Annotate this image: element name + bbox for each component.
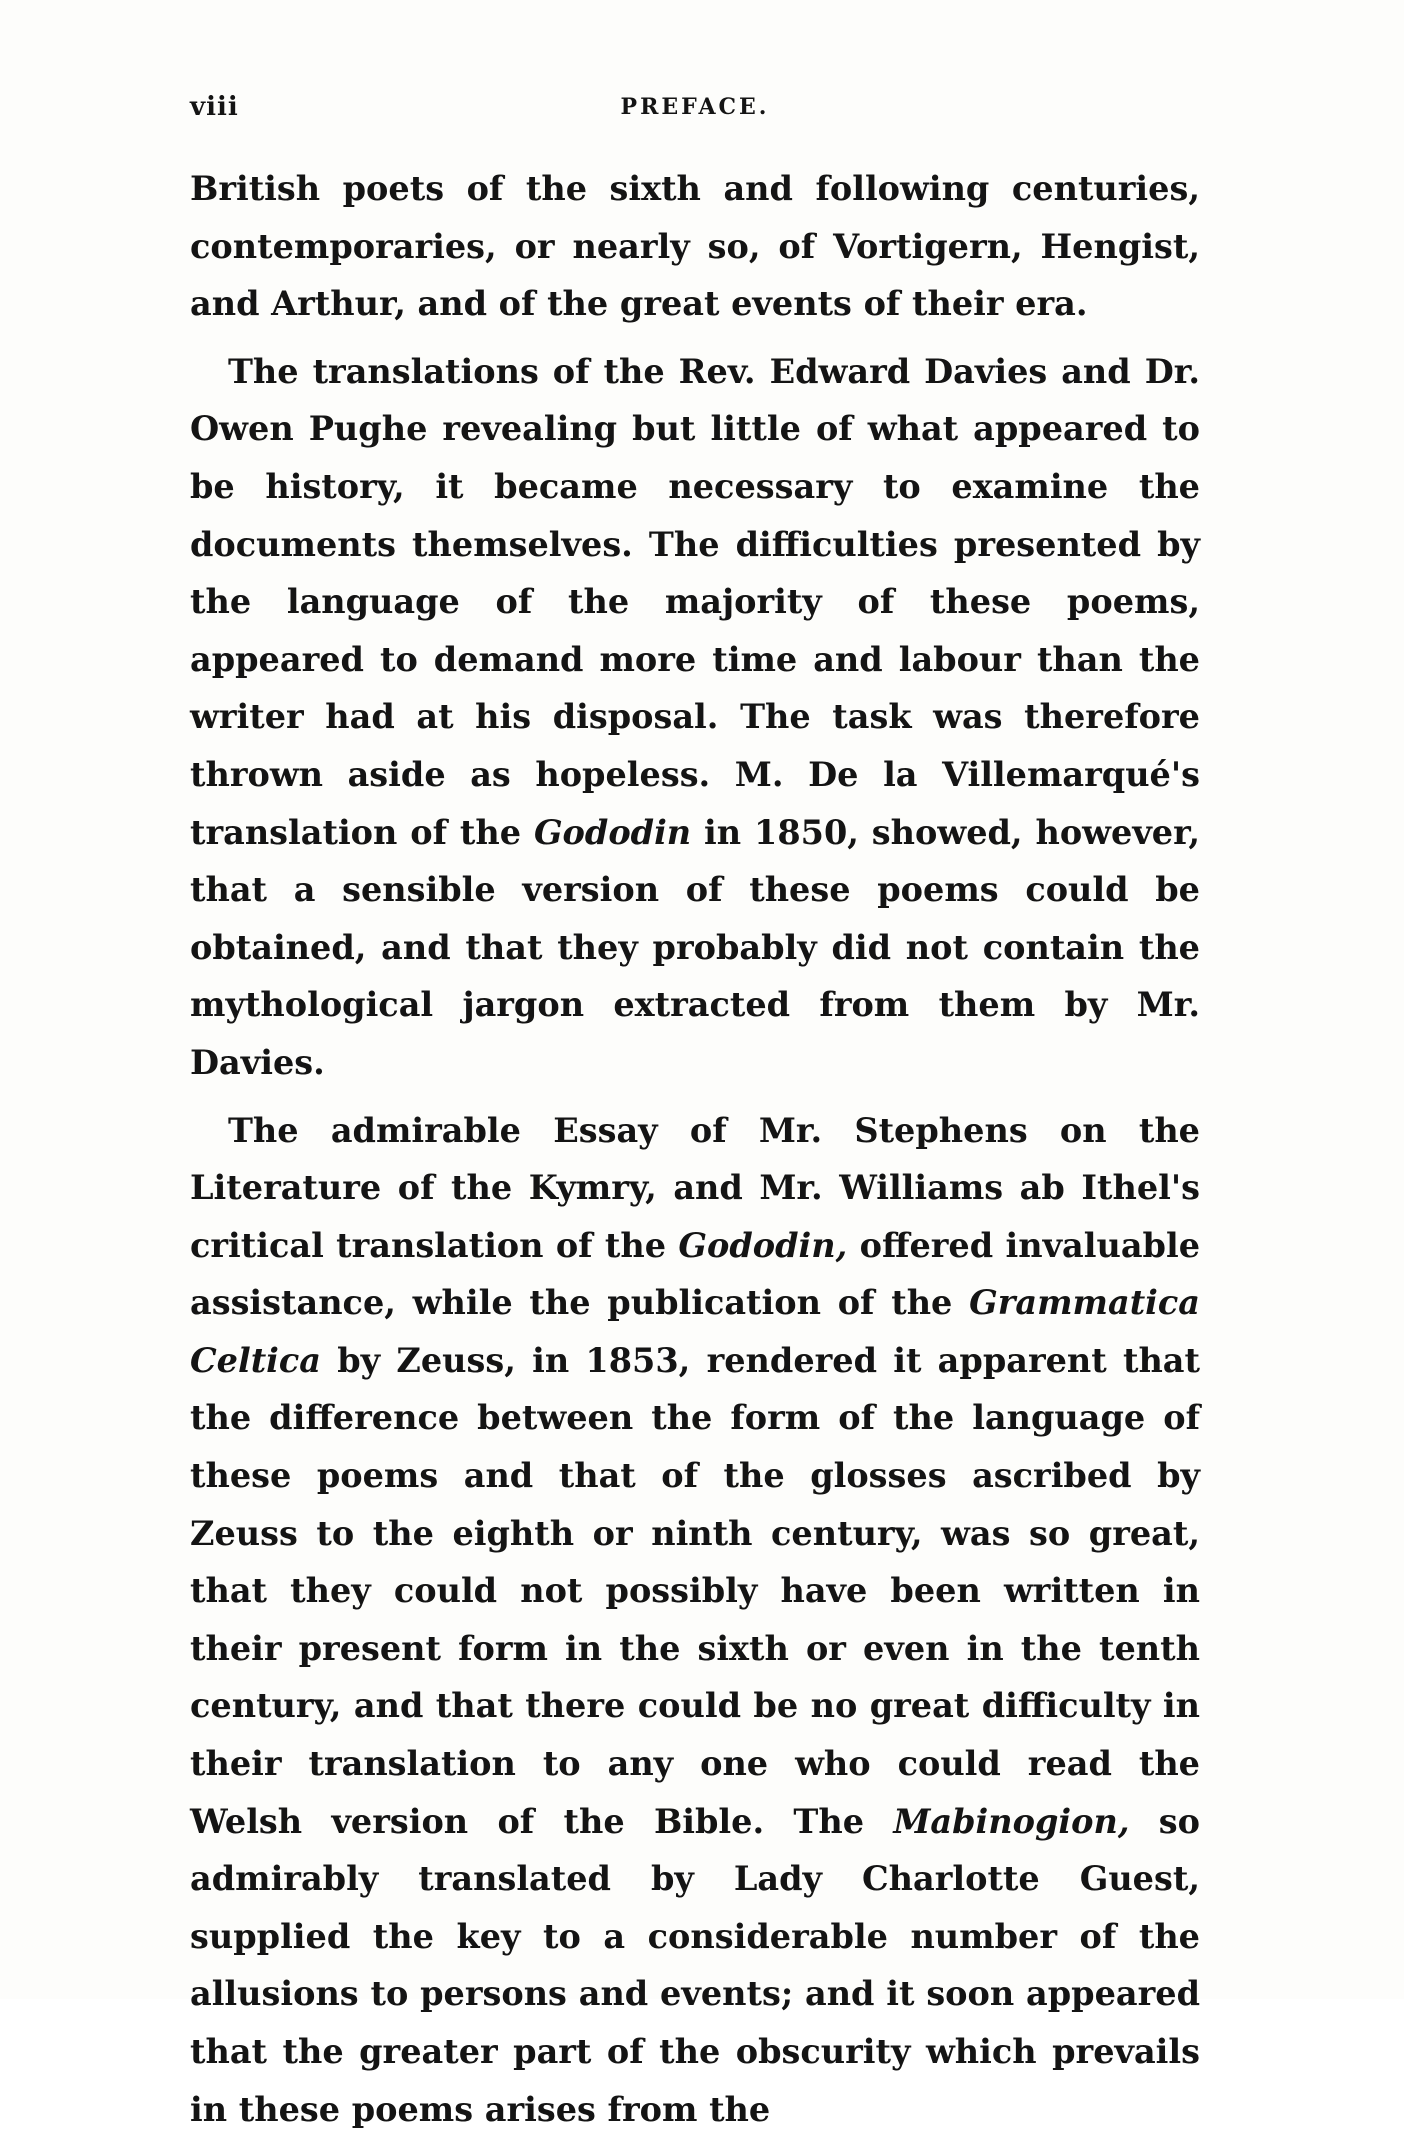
page-number: viii xyxy=(190,92,239,122)
body-text xyxy=(190,160,1200,2138)
text-run: by Zeuss, in 1853, rendered it apparent that the difference between the form of the language of these poems and that of the glosses ascribed by Zeuss to the eighth or ninth century, was so great, that they could not possibly have been written in their present form in the sixth or even in the tenth century, and that there could be no great difficulty in their translation to any one who could read the Welsh version of the Bible. The xyxy=(190,1341,1200,1841)
paragraph-translations xyxy=(190,343,1200,1092)
paragraph-text: British poets of the sixth and following centuries, contemporaries, or nearly so, of Vortigern, Hengist, and Arthur, and of the great events of their era. xyxy=(190,169,1200,323)
italic-title: Gododin, xyxy=(678,1226,847,1265)
text-run: The translations of the Rev. Edward Davies and Dr. Owen Pughe revealing but little of what appeared to be history, it became necessary to examine the documents themselves. The difficulties presented by the language of the majority of these poems, appeared to demand more time and labour than the writer had at his disposal. The task was therefore thrown aside as hopeless. M. De la Villemarqué's translation of the xyxy=(190,352,1200,852)
text-run: so admirably translated by Lady Charlotte Guest, supplied the key to a considerable number of the allusions to persons and events; and it soon appeared that the greater part of the obscurity which prevails in these poems arises from the xyxy=(190,1802,1200,2129)
text-run: in 1850, showed, however, that a sensible version of these poems could be obtained, and that they probably did not contain the mythological jargon extracted from them by Mr. Davies. xyxy=(190,813,1200,1082)
running-head: PREFACE. xyxy=(190,94,1200,120)
text-run: The admirable Essay of Mr. Stephens on the Literature of the Kymry, and Mr. Williams ab Ithel's critical translation of the xyxy=(190,1111,1200,1265)
text-run: offered invaluable assistance, while the publication of the xyxy=(190,1226,1200,1323)
page-header xyxy=(190,92,1200,132)
italic-title: Gododin xyxy=(534,813,691,852)
italic-title: Mabinogion, xyxy=(893,1802,1129,1841)
paragraph-essay xyxy=(190,1102,1200,2138)
paragraph-continued xyxy=(190,160,1200,333)
italic-title: Grammatica Celtica xyxy=(190,1283,1200,1380)
